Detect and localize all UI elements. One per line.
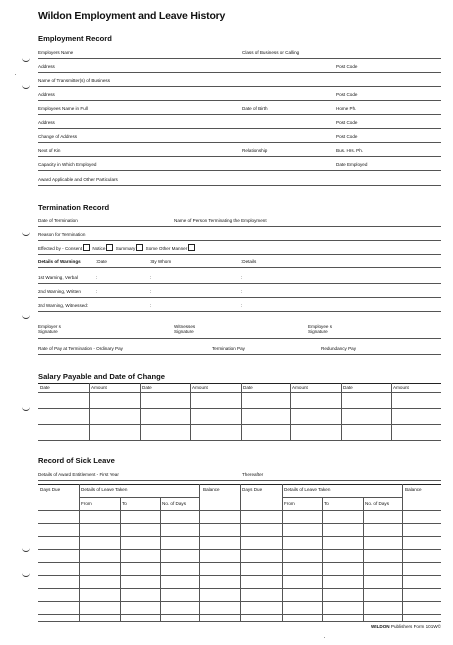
- sick-leave-column-divider: [79, 484, 80, 621]
- margin-mark: [22, 84, 30, 89]
- sick-leave-row-line: [38, 621, 441, 622]
- address-label-1: Address: [38, 64, 55, 69]
- change-of-address-line[interactable]: [38, 142, 441, 143]
- effected-by-label: Effected by - Consent: [38, 246, 83, 251]
- post-code-label-3: Post Code: [336, 120, 358, 125]
- employee-signature-label-line1: Employee s: [308, 324, 333, 329]
- employers-name-label: Employers Name: [38, 50, 74, 55]
- no-days-header-left: No. of Days: [162, 501, 186, 506]
- transmitter-name-label: Name of Transmitter(s) of Business: [38, 78, 110, 83]
- salary-column-header: Date: [142, 385, 152, 390]
- publisher-footer: [371, 624, 441, 629]
- form-number: Publishers Form 101W©: [390, 624, 441, 629]
- witness-signature-label: [174, 324, 195, 334]
- summary-label: Summary: [115, 246, 136, 251]
- publisher-name: WILDON: [370, 624, 390, 629]
- salary-column-header: Date: [343, 385, 353, 390]
- balance-header-left: Balance: [203, 487, 220, 492]
- warning-3-line[interactable]: [38, 311, 441, 312]
- employees-name-line[interactable]: [38, 114, 441, 115]
- address-label-2: Address: [38, 92, 55, 97]
- sick-leave-column-divider: [199, 484, 200, 621]
- warnings-details-header: :Details: [241, 259, 257, 264]
- sick-leave-column-divider: [240, 484, 241, 621]
- capacity-line[interactable]: [38, 170, 441, 171]
- consent-checkbox[interactable]: [83, 244, 90, 251]
- from-header-left: From: [81, 501, 92, 506]
- sick-leave-subheader-line: [282, 497, 402, 498]
- warning-3-details-colon: :: [241, 303, 243, 308]
- summary-checkbox[interactable]: [136, 244, 143, 251]
- margin-mark: [22, 314, 30, 319]
- transmitter-name-line[interactable]: [38, 86, 441, 87]
- salary-column-divider: [391, 383, 392, 440]
- salary-column-divider: [190, 383, 191, 440]
- change-of-address-label: Change of Address: [38, 134, 78, 139]
- employer-signature-label-line2: Signature: [38, 329, 58, 334]
- salary-row-line: [38, 408, 441, 409]
- margin-mark: [22, 572, 30, 577]
- post-code-label-4: Post Code: [336, 134, 358, 139]
- employers-name-line[interactable]: [38, 58, 441, 59]
- rate-of-pay-label: Rate of Pay at Termination - Ordinary Pay: [38, 346, 123, 351]
- warning-2-date-colon: :: [96, 289, 98, 294]
- salary-row-line: [38, 440, 441, 441]
- no-days-header-right: No. of Days: [365, 501, 389, 506]
- date-of-birth-label: Date of Birth: [242, 106, 268, 111]
- salary-column-header: Date: [40, 385, 50, 390]
- margin-dot: [15, 74, 16, 75]
- date-of-termination-label: Date of Termination: [38, 218, 78, 223]
- warnings-heading: Details of Warnings: [38, 259, 81, 264]
- award-entitlement-label: Details of Award Entitlement - First Year: [38, 472, 119, 477]
- address-line-3[interactable]: [38, 128, 441, 129]
- next-of-kin-label: Next of Kin: [38, 148, 61, 153]
- class-of-business-label: Class of Business or Calling: [242, 50, 300, 55]
- balance-header-right: Balance: [405, 487, 422, 492]
- salary-row-line: [38, 383, 441, 384]
- warnings-by-whom-header: :By Whom: [150, 259, 172, 264]
- capacity-label: Capacity in Which Employed: [38, 162, 97, 167]
- other-manner-checkbox[interactable]: [188, 244, 195, 251]
- details-header-left: Details of Leave Taken: [81, 487, 128, 492]
- witness-signature-label-line2: Signature: [174, 329, 194, 334]
- effected-by-row: [38, 244, 196, 253]
- address-line-2[interactable]: [38, 100, 441, 101]
- sick-leave-subcolumn-divider: [363, 497, 364, 621]
- warnings-date-header: :Date: [96, 259, 107, 264]
- employee-signature-label-line2: Signature: [308, 329, 328, 334]
- warning-1-by-colon: :: [150, 275, 152, 280]
- post-code-label-1: Post Code: [336, 64, 358, 69]
- warning-1-label: 1st Warning, Verbal: [38, 275, 78, 280]
- address-label-3: Address: [38, 120, 55, 125]
- award-line[interactable]: [38, 185, 441, 186]
- days-due-header-right: Days Due: [242, 487, 263, 492]
- other-manner-label: Some Other Manner: [145, 246, 188, 251]
- salary-column-divider: [290, 383, 291, 440]
- to-header-left: To: [122, 501, 127, 506]
- warning-3-label: 3rd Warning, Witnessed:: [38, 303, 89, 308]
- salary-column-divider: [140, 383, 141, 440]
- salary-column-header: Amount: [91, 385, 107, 390]
- entitlement-line[interactable]: [38, 480, 441, 481]
- reason-label: Reason for Termination: [38, 232, 86, 237]
- employer-signature-label: [38, 324, 61, 334]
- next-of-kin-line[interactable]: [38, 156, 441, 157]
- warning-2-label: 2nd Warning, Written: [38, 289, 81, 294]
- reason-line[interactable]: [38, 240, 441, 241]
- salary-column-header: Amount: [192, 385, 208, 390]
- redundancy-pay-label: Redundancy Pay: [321, 346, 356, 351]
- from-header-right: From: [284, 501, 295, 506]
- date-employed-label: Date Employed: [336, 162, 368, 167]
- signature-line[interactable]: [38, 338, 441, 339]
- sick-leave-subcolumn-divider: [160, 497, 161, 621]
- salary-column-divider: [241, 383, 242, 440]
- effected-by-line: [38, 254, 441, 255]
- warning-1-line[interactable]: [38, 283, 441, 284]
- warning-1-date-colon: :: [96, 275, 98, 280]
- notice-label: Notice: [92, 246, 106, 251]
- salary-column-header: Amount: [292, 385, 308, 390]
- employment-record-heading: Employment Record: [38, 34, 112, 43]
- employee-signature-label: [308, 324, 332, 334]
- salary-column-header: Date: [243, 385, 253, 390]
- award-label: Award Applicable and Other Particulars: [38, 177, 118, 182]
- details-header-right: Details of Leave Taken: [284, 487, 331, 492]
- person-terminating-label: Name of Person Terminating the Employment: [174, 218, 267, 223]
- termination-pay-label: Termination Pay: [212, 346, 245, 351]
- salary-heading: Salary Payable and Date of Change: [38, 372, 166, 381]
- termination-record-heading: Termination Record: [38, 203, 110, 212]
- margin-dot: [324, 637, 325, 638]
- relationship-label: Relationship: [242, 148, 268, 153]
- thereafter-label: Thereafter: [242, 472, 264, 477]
- date-of-termination-line[interactable]: [38, 226, 441, 227]
- warning-2-line[interactable]: [38, 297, 441, 298]
- margin-mark: [22, 406, 30, 411]
- form-title: Wildon Employment and Leave History: [38, 10, 226, 22]
- post-code-label-2: Post Code: [336, 92, 358, 97]
- sick-leave-heading: Record of Sick Leave: [38, 456, 115, 465]
- sick-leave-subcolumn-divider: [322, 497, 323, 621]
- witness-signature-label-line1: Witnesses: [174, 324, 196, 329]
- notice-checkbox[interactable]: [106, 244, 113, 251]
- salary-row-line: [38, 424, 441, 425]
- salary-column-divider: [89, 383, 90, 440]
- employees-name-label: Employees Name in Full: [38, 106, 88, 111]
- sick-leave-subcolumn-divider: [120, 497, 121, 621]
- salary-row-line: [38, 392, 441, 393]
- margin-mark: [22, 547, 30, 552]
- sick-leave-row-line: [79, 497, 199, 498]
- employer-signature-label-line1: Employer s: [38, 324, 61, 329]
- address-line-1[interactable]: [38, 72, 441, 73]
- warning-3-by-colon: :: [150, 303, 152, 308]
- salary-column-divider: [341, 383, 342, 440]
- days-due-header-left: Days Due: [40, 487, 61, 492]
- margin-mark: [22, 57, 30, 62]
- warnings-header-line: [38, 267, 441, 268]
- to-header-right: To: [324, 501, 329, 506]
- warning-1-details-colon: :: [241, 275, 243, 280]
- warning-2-details-colon: :: [241, 289, 243, 294]
- salary-column-header: Amount: [393, 385, 409, 390]
- bus-hrs-ph-label: Bus. Hrs. Ph.: [336, 148, 364, 153]
- warning-2-by-colon: :: [150, 289, 152, 294]
- home-ph-label: Home Ph.: [336, 106, 357, 111]
- sick-leave-column-divider: [282, 484, 283, 621]
- pay-line[interactable]: [38, 354, 441, 355]
- margin-mark: [22, 231, 30, 236]
- sick-leave-column-divider: [402, 484, 403, 621]
